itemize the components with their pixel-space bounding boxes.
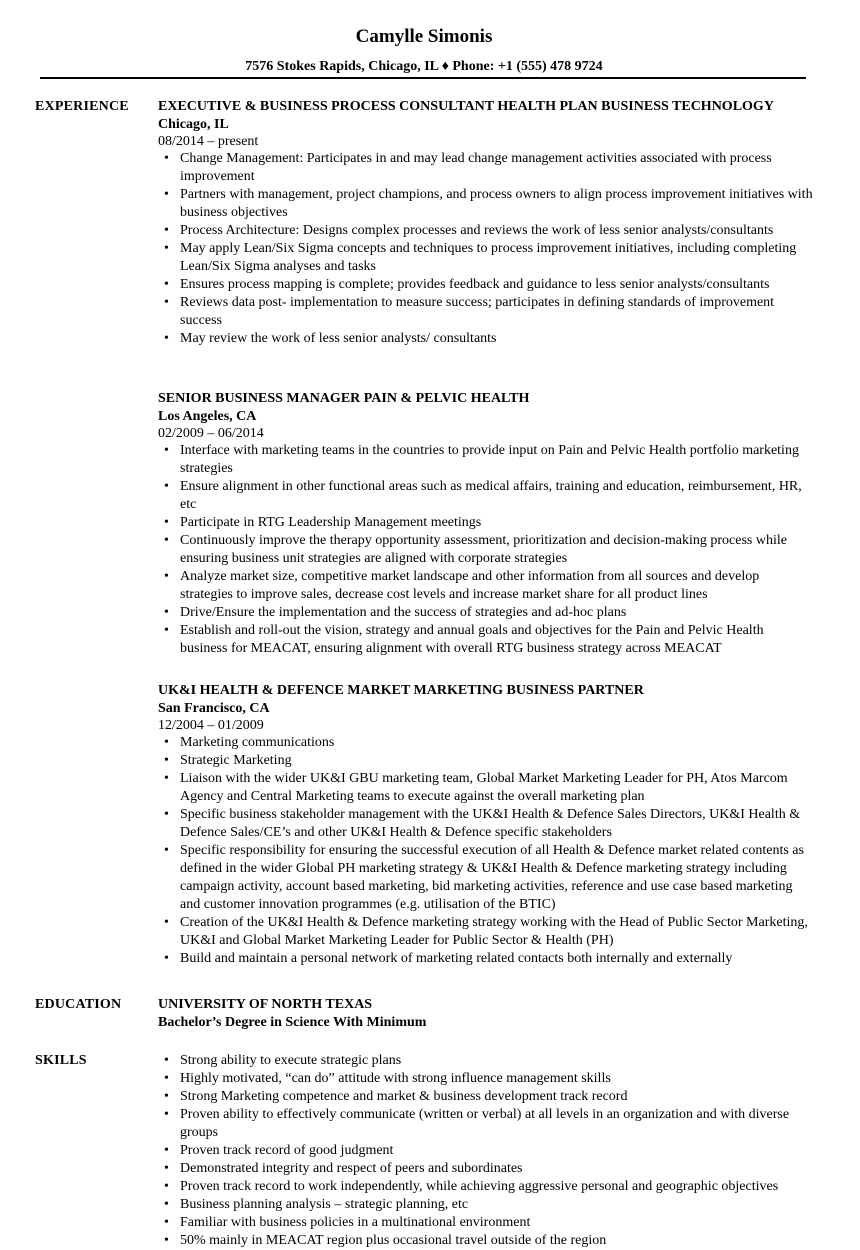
job-location: San Francisco, CA bbox=[158, 701, 270, 716]
job-dates: 08/2014 – present bbox=[158, 134, 259, 149]
skill-item: • Highly motivated, “can do” attitude with strong influence management skills bbox=[158, 1070, 814, 1088]
bullet-item: • Participate in RTG Leadership Management meetings bbox=[158, 514, 814, 532]
bullet-item: • Build and maintain a personal network of marketing related contacts both internally and externally bbox=[158, 950, 814, 968]
skill-item: • Strong Marketing competence and market & business development track record bbox=[158, 1088, 814, 1106]
section-title-skills: SKILLS bbox=[35, 1053, 87, 1068]
education-body bbox=[158, 996, 814, 1031]
skill-item: • Proven track record of good judgment bbox=[158, 1142, 814, 1160]
bullet-item: • May apply Lean/Six Sigma concepts and techniques to process improvement initiatives, including completing Lean/Six Sigma analyses and tasks bbox=[158, 240, 814, 276]
bullet-item: • Partners with management, project champions, and process owners to align process improvement initiatives with business objectives bbox=[158, 186, 814, 222]
bullet-item: • Creation of the UK&I Health & Defence marketing strategy working with the Head of Public Sector Marketing, UK&I and Global Market Marketing Leader for Public Sector & Health (PH) bbox=[158, 914, 814, 950]
skill-item: • Demonstrated integrity and respect of peers and subordinates bbox=[158, 1160, 814, 1178]
school-name: UNIVERSITY OF NORTH TEXAS bbox=[158, 997, 373, 1012]
section-title-education: EDUCATION bbox=[35, 997, 122, 1012]
bullet-item: • Specific business stakeholder management with the UK&I Health & Defence Sales Directors, UK&I Health & Defence Sales/CE’s and other UK&I Health & Defence specific stakeholders bbox=[158, 806, 814, 842]
skill-item: • Familiar with business policies in a multinational environment bbox=[158, 1214, 814, 1232]
job-dates: 12/2004 – 01/2009 bbox=[158, 718, 264, 733]
skill-item: • 50% mainly in MEACAT region plus occasional travel outside of the region bbox=[158, 1232, 814, 1250]
bullet-item: • Liaison with the wider UK&I GBU marketing team, Global Market Marketing Leader for PH, Atos Marcom Agency and Central Marketing teams to execute against the overall marketing plan bbox=[158, 770, 814, 806]
skills-body bbox=[158, 1052, 814, 1250]
bullet-item: • Continuously improve the therapy opportunity assessment, prioritization and decision-making process while ensuring business unit strategies are aligned with corporate strategies bbox=[158, 532, 814, 568]
bullet-item: • Specific responsibility for ensuring the successful execution of all Health & Defence market related contents as defined in the wider Global PH marketing strategy & UK&I Health & Defence marketing strategy including campaign activity, account based marketing, bid marketing activities, reference and use case based marketing and customer innovation programmes (e.g. utilisation of the BTIC) bbox=[158, 842, 814, 914]
bullet-item: • Interface with marketing teams in the countries to provide input on Pain and Pelvic Health portfolio marketing strategies bbox=[158, 442, 814, 478]
skill-item: • Proven ability to effectively communicate (written or verbal) at all levels in an organization and with diverse groups bbox=[158, 1106, 814, 1142]
job-title: UK&I HEALTH & DEFENCE MARKET MARKETING BUSINESS PARTNER bbox=[158, 683, 644, 698]
bullet-item: • Change Management: Participates in and may lead change management activities associated with process improvement bbox=[158, 150, 814, 186]
bullet-item: • Ensure alignment in other functional areas such as medical affairs, training and education, reimbursement, HR, etc bbox=[158, 478, 814, 514]
bullet-item: • Drive/Ensure the implementation and the success of strategies and ad-hoc plans bbox=[158, 604, 814, 622]
skill-item: • Business planning analysis – strategic planning, etc bbox=[158, 1196, 814, 1214]
job-location: Los Angeles, CA bbox=[158, 409, 257, 424]
contact-line: 7576 Stokes Rapids, Chicago, IL ♦ Phone: +1 (555) 478 9724 bbox=[245, 59, 603, 74]
job-title: EXECUTIVE & BUSINESS PROCESS CONSULTANT HEALTH PLAN BUSINESS TECHNOLOGY bbox=[158, 99, 774, 114]
header-divider bbox=[40, 77, 806, 79]
skill-item: • Proven track record to work independently, while achieving aggressive personal and geographic objectives bbox=[158, 1178, 814, 1196]
section-title-experience: EXPERIENCE bbox=[35, 99, 129, 114]
bullet-item: • Reviews data post- implementation to measure success; participates in defining standards of improvement success bbox=[158, 294, 814, 330]
bullet-item: • Process Architecture: Designs complex processes and reviews the work of less senior analysts/consultants bbox=[158, 222, 814, 240]
job-dates: 02/2009 – 06/2014 bbox=[158, 426, 264, 441]
bullet-item: • Analyze market size, competitive market landscape and other information from all sources and develop strategies to improve sales, decrease cost levels and increase market share for all product lines bbox=[158, 568, 814, 604]
bullet-item: • May review the work of less senior analysts/ consultants bbox=[158, 330, 814, 348]
bullet-item: • Strategic Marketing bbox=[158, 752, 814, 770]
degree: Bachelor’s Degree in Science With Minimum bbox=[158, 1015, 427, 1030]
skill-item: • Strong ability to execute strategic plans bbox=[158, 1052, 814, 1070]
job-bullets bbox=[158, 734, 814, 968]
bullet-item: • Marketing communications bbox=[158, 734, 814, 752]
candidate-name: Camylle Simonis bbox=[355, 26, 493, 47]
job-entry bbox=[158, 390, 814, 658]
job-bullets bbox=[158, 442, 814, 658]
job-bullets bbox=[158, 150, 814, 348]
bullet-item: • Establish and roll-out the vision, strategy and annual goals and objectives for the Pain and Pelvic Health business for MEACAT, ensuring alignment with overall RTG business strategy across MEACAT bbox=[158, 622, 814, 658]
bullet-item: • Ensures process mapping is complete; provides feedback and guidance to less senior analysts/consultants bbox=[158, 276, 814, 294]
job-location: Chicago, IL bbox=[158, 117, 229, 132]
job-entry bbox=[158, 98, 814, 348]
job-entry bbox=[158, 682, 814, 968]
job-title: SENIOR BUSINESS MANAGER PAIN & PELVIC HEALTH bbox=[158, 391, 530, 406]
skills-list bbox=[158, 1052, 814, 1250]
